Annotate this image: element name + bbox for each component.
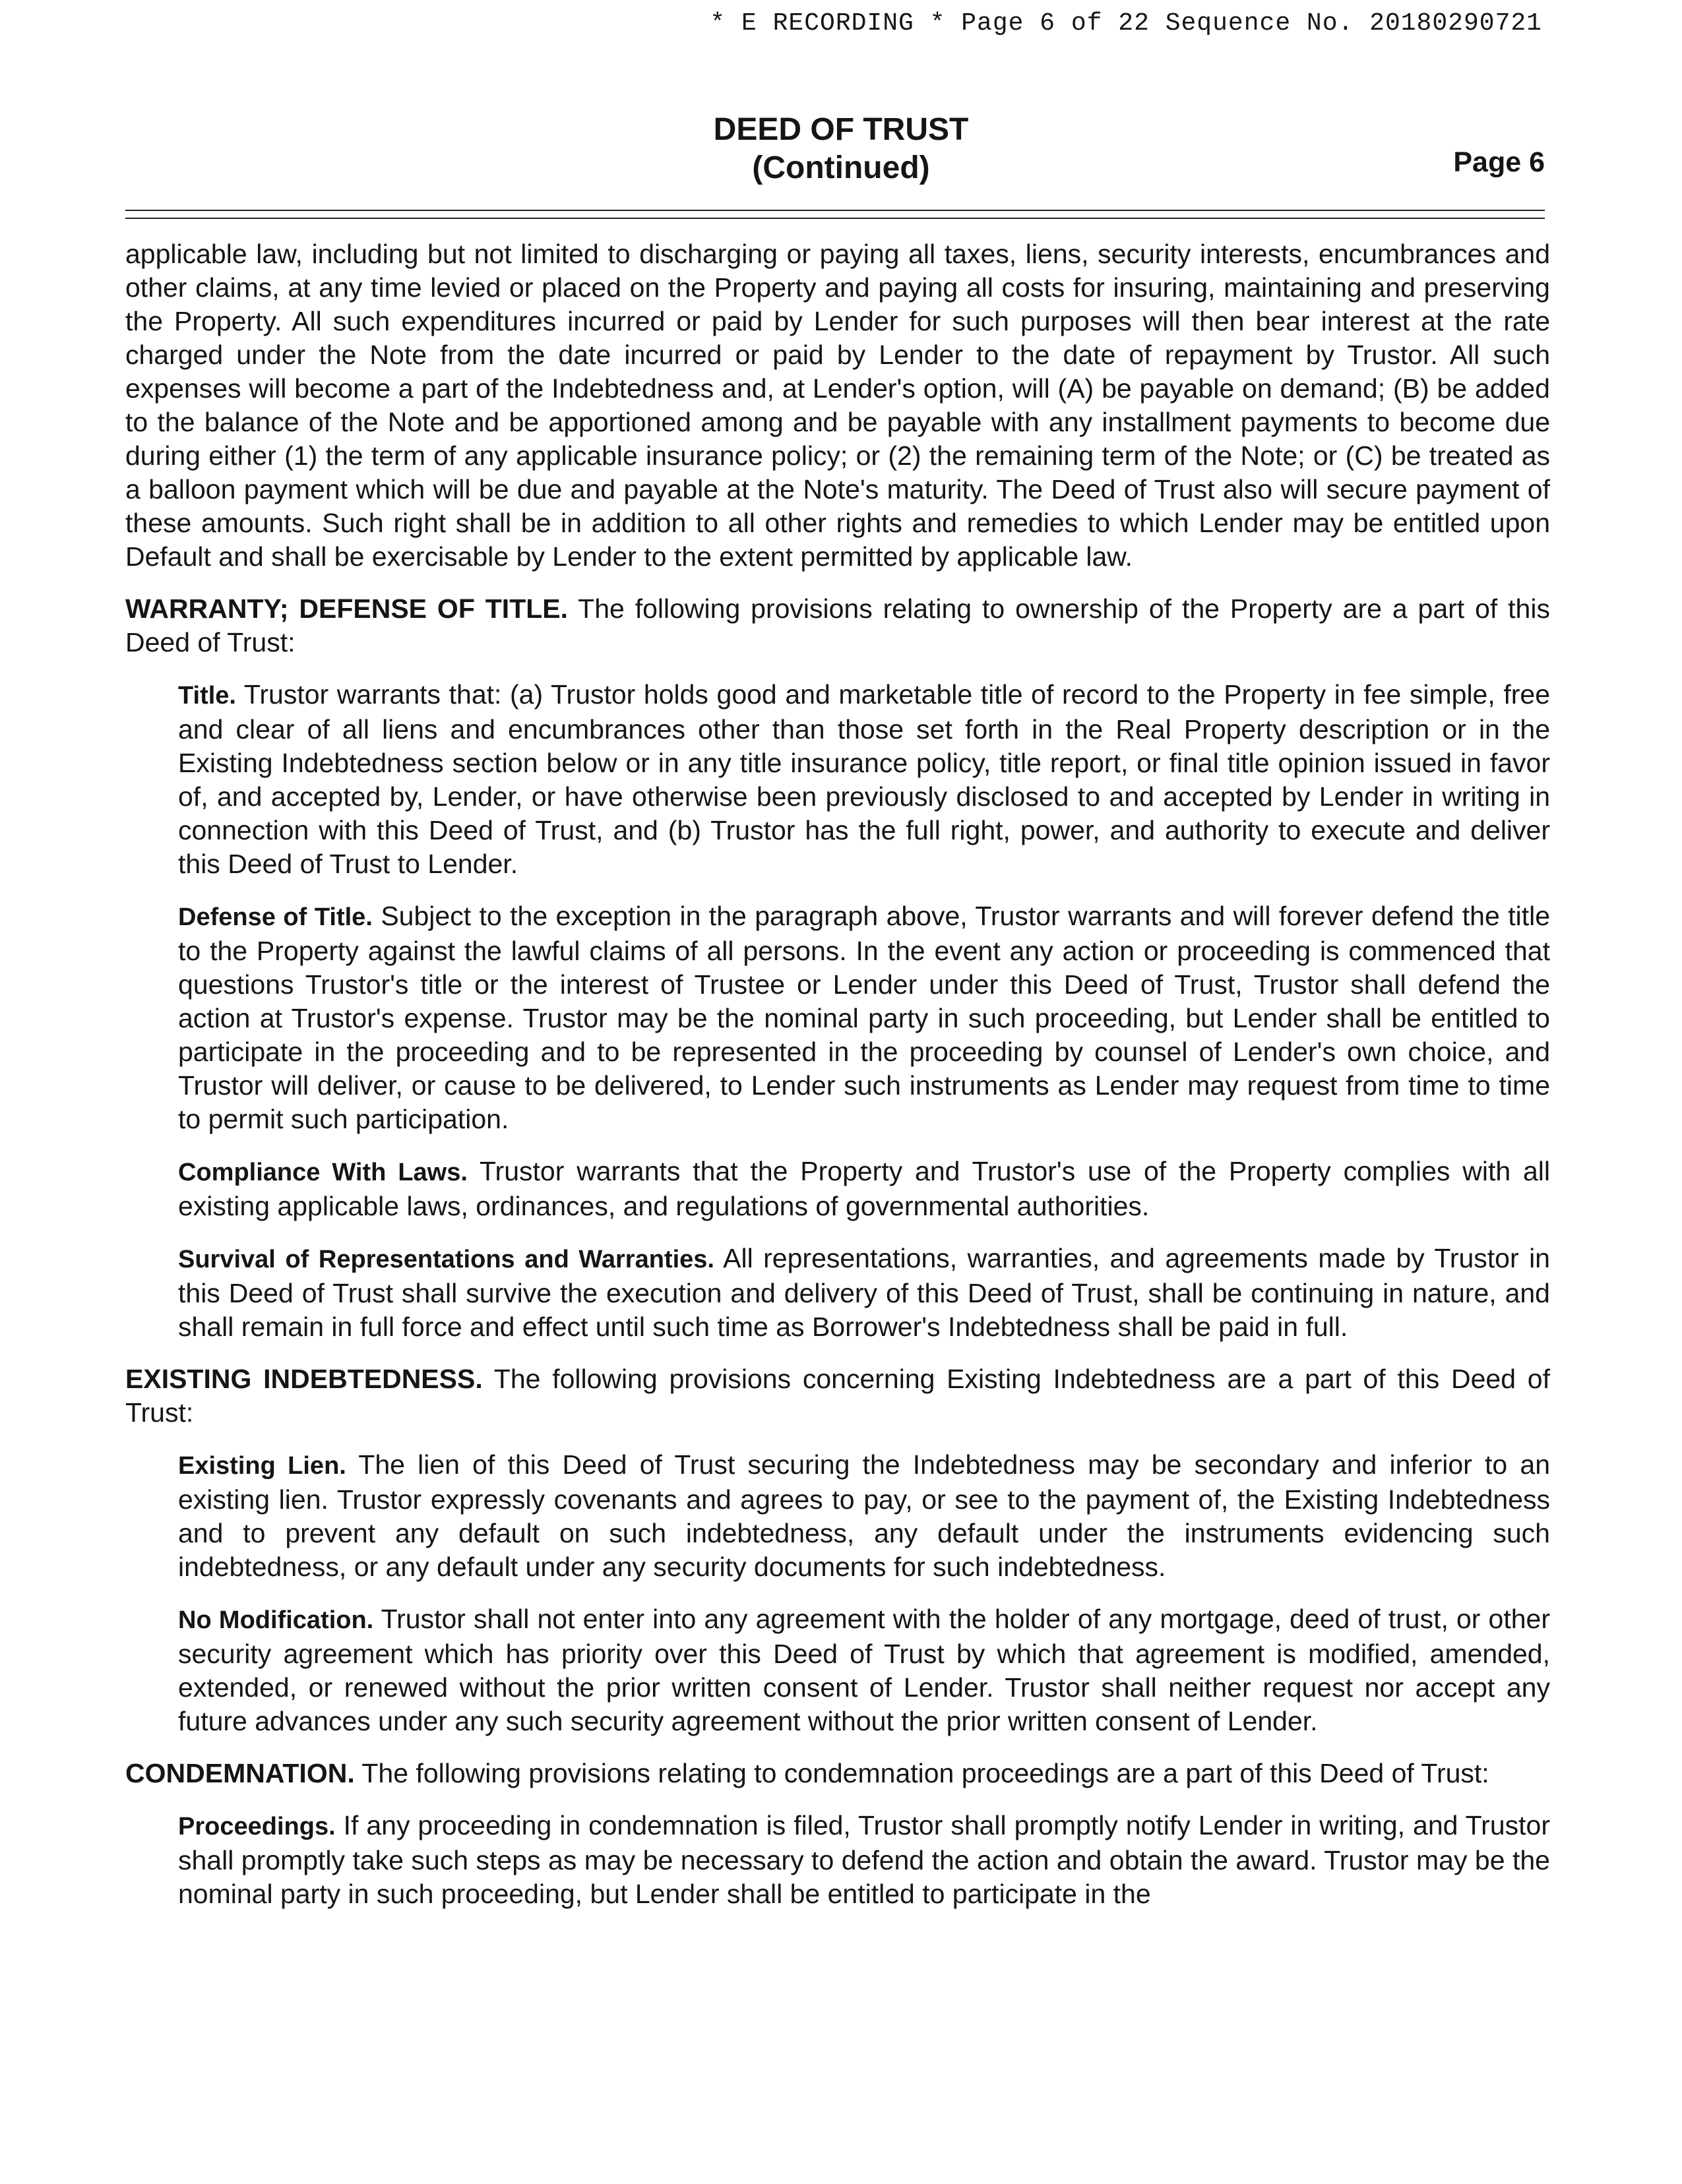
proceedings-clause: [178, 1809, 1550, 1911]
lien-text: The lien of this Deed of Trust securing the Indebtedness may be secondary and inferior to an existing lien. Trustor expressly covenants and agrees to pay, or see to the payment of, the Existing Indebtedness and to prevent any default on such indebtedness, any default under the instruments evidencing such indebtedness, or any default under any security documents for such indebtedness.: [178, 1449, 1550, 1582]
compliance-text: Trustor warrants that the Property and Trustor's use of the Property complies with all existing applicable laws, ordinances, and regulations of governmental authorities.: [178, 1156, 1550, 1221]
header-rule-bottom: [125, 218, 1545, 219]
lien-heading: Existing Lien.: [178, 1452, 346, 1480]
compliance-heading: Compliance With Laws.: [178, 1159, 468, 1186]
condemnation-text: The following provisions relating to condemnation proceedings are a part of this Deed of Trust:: [361, 1758, 1489, 1788]
survival-clause: [178, 1242, 1550, 1344]
survival-text: All representations, warranties, and agreements made by Trustor in this Deed of Trust shall survive the execution and delivery of this Deed of Trust, shall be continuing in nature, and shall remain in full force and effect until such time as Borrower's Indebtedness shall be paid in full.: [178, 1243, 1550, 1342]
header-rule-top: [125, 210, 1545, 211]
condemnation-section: [125, 1757, 1550, 1790]
warranty-section: [125, 592, 1550, 659]
title-clause: [178, 678, 1550, 881]
existing-text: The following provisions concerning Existing Indebtedness are a part of this Deed of Trust:: [125, 1364, 1550, 1428]
lien-clause: [178, 1448, 1550, 1584]
proceedings-text: If any proceeding in condemnation is filed, Trustor shall promptly notify Lender in writing, and Trustor shall promptly take such steps as may be necessary to defend the action and obtain the award. Trustor may be the nominal party in such proceeding, but Lender shall be entitled to participate in the: [178, 1810, 1550, 1909]
no-modification-text: Trustor shall not enter into any agreement with the holder of any mortgage, deed of trust, or other security agreement which has priority over this Deed of Trust by which that agreement is modified, amended, extended, or renewed without the prior written consent of Lender. Trustor shall neither request nor accept any future advances under any such security agreement without the prior written consent of Lender.: [178, 1604, 1550, 1736]
existing-section: [125, 1362, 1550, 1430]
warranty-text: The following provisions relating to ownership of the Property are a part of this Deed of Trust:: [125, 593, 1550, 657]
compliance-clause: [178, 1155, 1550, 1223]
defense-clause: [178, 899, 1550, 1136]
survival-heading: Survival of Representations and Warranties.: [178, 1246, 714, 1273]
title-heading: Title.: [178, 682, 236, 710]
document-subtitle: (Continued): [752, 150, 930, 185]
title-text: Trustor warrants that: (a) Trustor holds good and marketable title of record to the Property in fee simple, free and clear of all liens and encumbrances other than those set forth in the Real Property description or in the Existing Indebtedness section below or in any title insurance policy, title report, or final title opinion issued in favor of, and accepted by, Lender, or have otherwise been previously disclosed to and accepted by Lender in writing in connection with this Deed of Trust, and (b) Trustor has the full right, power, and authority to execute and deliver this Deed of Trust to Lender.: [178, 679, 1550, 879]
recording-stamp: * E RECORDING * Page 6 of 22 Sequence No. 20180290721: [710, 9, 1542, 38]
page-number: Page 6: [1453, 146, 1545, 178]
document-title-block: [0, 111, 1682, 187]
no-modification-clause: [178, 1602, 1550, 1738]
document-body: [125, 237, 1550, 1929]
existing-heading: EXISTING INDEBTEDNESS.: [125, 1364, 483, 1394]
warranty-heading: WARRANTY; DEFENSE OF TITLE.: [125, 593, 569, 624]
defense-text: Subject to the exception in the paragraph above, Trustor warrants and will forever defend the title to the Property against the lawful claims of all persons. In the event any action or proceeding is commenced that questions Trustor's title or the interest of Trustee or Lender under this Deed of Trust, Trustor shall defend the action at Trustor's expense. Trustor may be the nominal party in such proceeding, but Lender shall be entitled to participate in the proceeding and to be represented in the proceeding by counsel of Lender's own choice, and Trustor will deliver, or cause to be delivered, to Lender such instruments as Lender may request from time to time to permit such participation.: [178, 901, 1551, 1134]
proceedings-heading: Proceedings.: [178, 1813, 336, 1840]
intro-paragraph: applicable law, including but not limited to discharging or paying all taxes, liens, security interests, encumbrances and other claims, at any time levied or placed on the Property and paying all costs for insuring, maintaining and preserving the Property. All such expenditures incurred or paid by Lender for such purposes will then bear interest at the rate charged under the Note from the date incurred or paid by Lender to the date of repayment by Trustor. All such expenses will become a part of the Indebtedness and, at Lender's option, will (A) be payable on demand; (B) be added to the balance of the Note and be apportioned among and be payable with any installment payments to become due during either (1) the term of any applicable insurance policy; or (2) the remaining term of the Note; or (C) be treated as a balloon payment which will be due and payable at the Note's maturity. The Deed of Trust also will secure payment of these amounts. Such right shall be in addition to all other rights and remedies to which Lender may be entitled upon Default and shall be exercisable by Lender to the extent permitted by applicable law.: [125, 239, 1550, 572]
no-modification-heading: No Modification.: [178, 1606, 374, 1634]
defense-heading: Defense of Title.: [178, 903, 373, 931]
document-title: DEED OF TRUST: [713, 112, 969, 147]
condemnation-heading: CONDEMNATION.: [125, 1758, 355, 1788]
